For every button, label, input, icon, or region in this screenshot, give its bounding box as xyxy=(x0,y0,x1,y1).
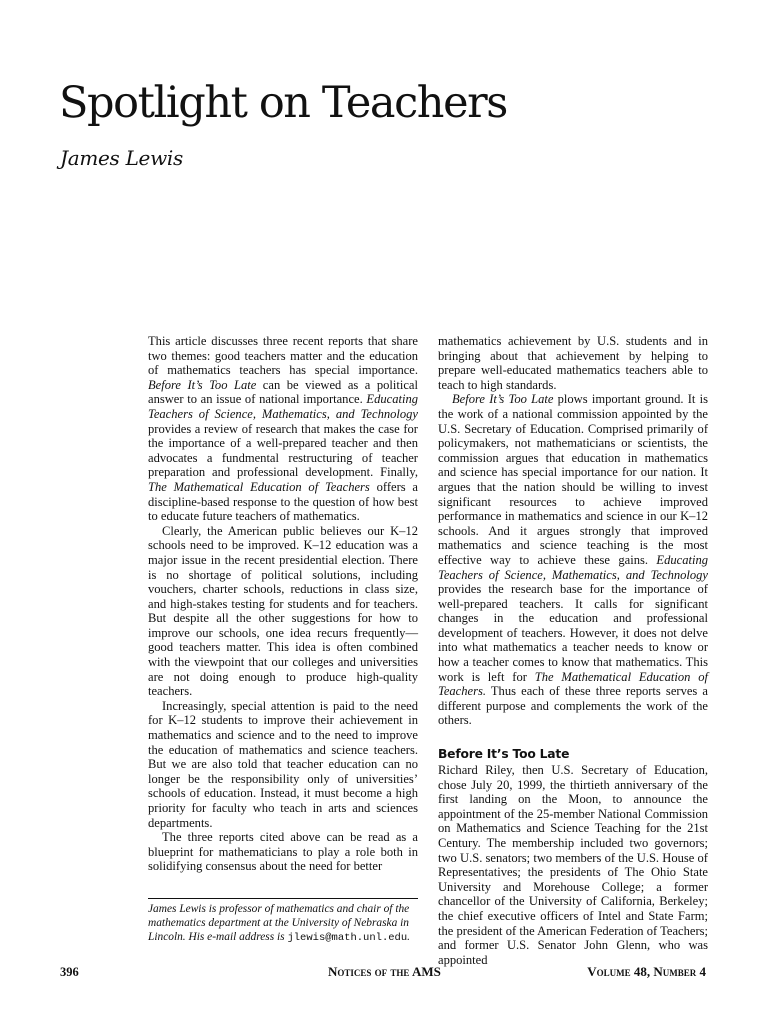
footnote-end: . xyxy=(407,931,411,943)
text-run: can be viewed as a political answer to an issue of national importance. xyxy=(148,377,418,407)
italic-title-run: Educating Teachers of Science, Mathematics, and Technology xyxy=(148,392,418,421)
text-run: This article discusses three recent reports that share two themes: good teachers matter and the education of mathematics teachers has special importance. xyxy=(148,334,418,378)
left-paragraph-1 xyxy=(148,334,418,524)
text-run: offers a discipline-based response to the question of how best to educate future teachers of mathematics. xyxy=(148,479,418,524)
text-run: Thus each of these three reports serves a different purpose and complements the work of the others. xyxy=(438,684,708,728)
italic-title-run: Before It’s Too Late xyxy=(452,392,554,407)
italic-title-run: The Mathematical Education of Teachers. xyxy=(438,669,708,699)
volume-info: Volume 48, Number 4 xyxy=(587,964,706,979)
right-column xyxy=(438,334,708,967)
left-paragraph-2: Clearly, the American public believes our K–12 schools need to be improved. K–12 education was a major issue in the recent presidential election. There is no shortage of political solutions, including vouchers, charter schools, reductions in class size, and high-stakes testing for students and for teachers. But despite all the other suggestions for how to improve our schools, one idea recurs frequently—good teachers matter. This idea is often combined with the viewpoint that our colleges and universities are not doing enough to produce high-quality teachers. xyxy=(148,523,418,699)
italic-title-run: Educating Teachers of Science, Mathematics, and Technology xyxy=(438,552,708,582)
page-number: 396 xyxy=(60,965,79,979)
footnote-text: James Lewis is professor of mathematics and chair of the mathematics department at the University of Nebraska in Lincoln. His e-mail address is xyxy=(148,903,410,943)
author-email: jlewis@math.unl.edu xyxy=(287,932,408,944)
article-title: Spotlight on Teachers xyxy=(59,78,507,128)
right-paragraph-1: mathematics achievement by U.S. students and in bringing about that achievement by helping to prepare well-educated mathematics teachers able to teach to high standards. xyxy=(438,334,708,392)
left-paragraph-4: The three reports cited above can be read as a blueprint for mathematicians to play a role both in solidifying consensus about the need for better xyxy=(148,830,418,874)
right-paragraph-3: Richard Riley, then U.S. Secretary of Education, chose July 20, 1999, the thirtieth anniversary of the first landing on the Moon, to announce the appointment of the 25-member National Commission on Mathematics and Science Teaching for the 21st Century. The membership included two governors; two U.S. senators; two members of the U.S. House of Representatives; the presidents of The Ohio State University and Morehouse College; a former chancellor of the University of California, Berkeley; the chief executive officers of Intel and State Farm; the president of the American Federation of Teachers; and former U.S. Senator John Glenn, who was appointed xyxy=(438,763,708,967)
section-heading: Before It’s Too Late xyxy=(438,747,570,762)
italic-title-run: The Mathematical Education of Teachers xyxy=(148,479,370,494)
italic-title-run: Before It’s Too Late xyxy=(148,377,257,392)
author-footnote xyxy=(148,898,418,945)
right-paragraph-2 xyxy=(438,392,708,728)
journal-name: Notices of the AMS xyxy=(328,964,441,979)
article-author: James Lewis xyxy=(60,146,183,170)
left-column xyxy=(148,334,418,874)
text-run: provides a review of research that makes the case for the importance of a well-prepared teacher and then advocates a fundmental restructuring of teacher preparation and professional development. Finally, xyxy=(148,421,418,480)
text-run: provides the research base for the importance of well-prepared teachers. It calls for significant changes in the education and professional development of teachers. However, it does not delve into what mathematics a teacher needs to know or how a teacher comes to know that mathematics. This work is left for xyxy=(438,582,708,684)
text-run: plows important ground. It is the work of a national commission appointed by the U.S. Secretary of Education. Comprised primarily of policymakers, not mathematicians or scientists, the commission argues that education in mathematics and science has special importance for our nation. It argues that the nation should be willing to invest significant resources to achieve improved performance in mathematics and science in our K–12 schools. And it argues strongly that improved mathematics and science teaching is the most effective way to achieve these gains. xyxy=(438,392,708,567)
left-paragraph-3: Increasingly, special attention is paid to the need for K–12 students to improve their achievement in mathematics and science and to the need to improve the education of mathematics and science teachers. But we are also told that teacher education can no longer be the responsibility only of universities’ schools of education. Instead, it must become a high priority for faculty who teach in arts and sciences departments. xyxy=(148,698,418,830)
